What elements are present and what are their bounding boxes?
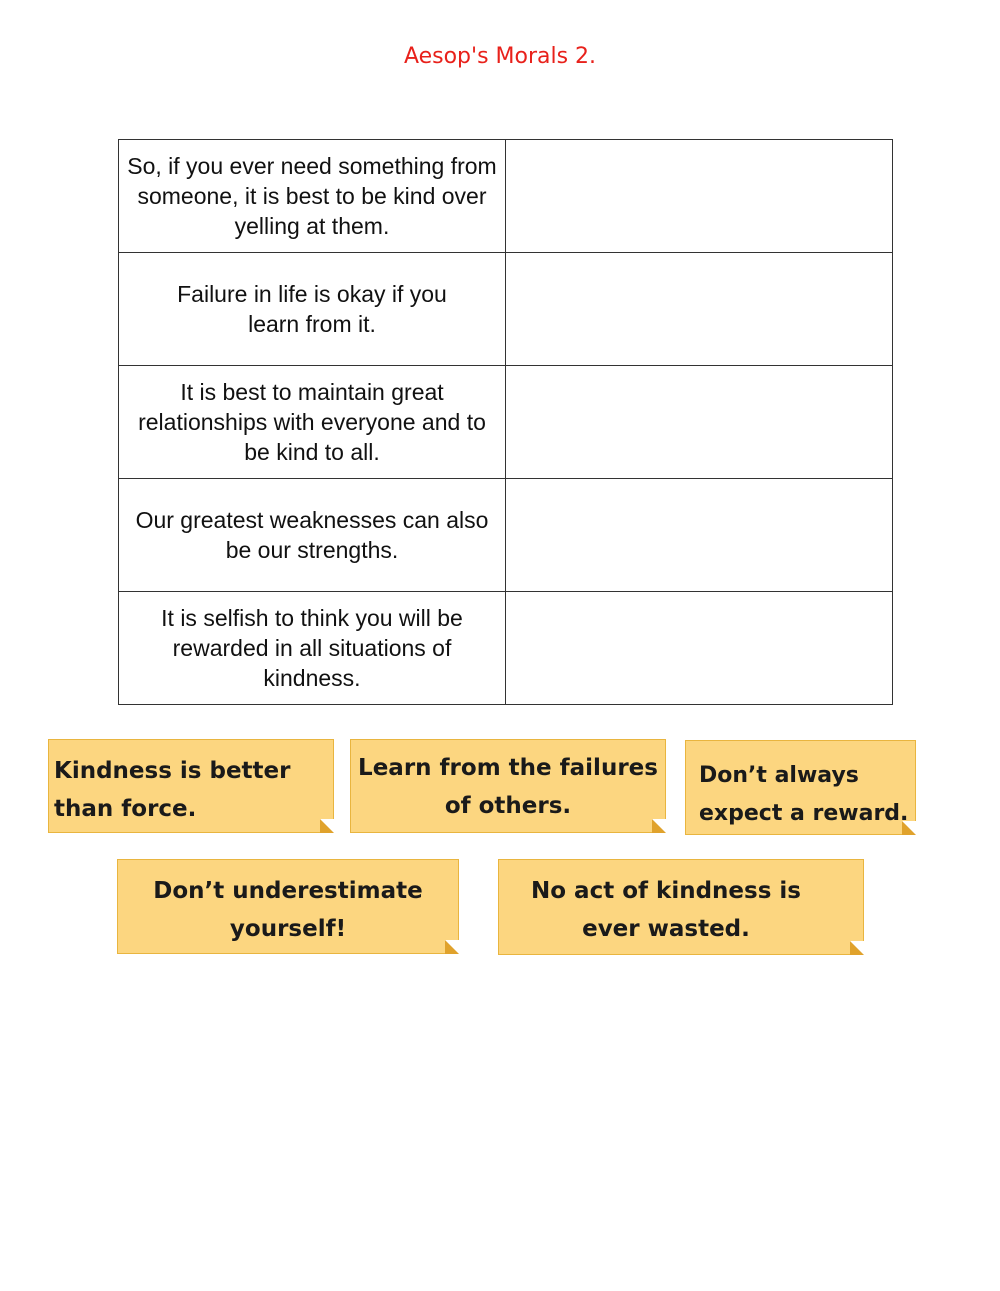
folded-corner [850,941,864,955]
moral-description: It is best to maintain great relationships with everyone and to be kind to all. [119,366,506,479]
folded-corner [902,821,916,835]
folded-corner [445,940,459,954]
answer-drop-zone[interactable] [506,479,893,592]
answer-card-dont-expect-reward[interactable] [685,740,916,835]
card-text-line: Don’t always [699,763,859,788]
card-text-line: Kindness is better [54,758,291,784]
moral-description: Our greatest weaknesses can also be our strengths. [119,479,506,592]
answer-card-dont-underestimate[interactable] [117,859,459,954]
folded-corner [652,819,666,833]
card-text-line: Learn from the failures [358,755,658,781]
answer-card-learn-failures[interactable] [350,739,666,833]
answer-drop-zone[interactable] [506,253,893,366]
answer-drop-zone[interactable] [506,592,893,705]
card-text-line: ever wasted. [582,916,750,942]
moral-description: So, if you ever need something from someone, it is best to be kind over yelling at them. [119,140,506,253]
table-row [119,366,893,479]
card-text-line: expect a reward. [699,801,909,826]
table-row [119,253,893,366]
table-row [119,592,893,705]
table-row [119,140,893,253]
table-row [119,479,893,592]
answer-card-kindness-better[interactable] [48,739,334,833]
card-text-line: yourself! [229,916,347,942]
folded-corner [320,819,334,833]
page-title: Aesop's Morals 2. [403,44,597,69]
answer-card-no-act-wasted[interactable] [498,859,864,955]
moral-description: Failure in life is okay if you learn from it. [119,253,506,366]
answer-drop-zone[interactable] [506,140,893,253]
card-text-line: Don’t underestimate [153,878,423,904]
moral-description: It is selfish to think you will be rewarded in all situations of kindness. [119,592,506,705]
card-text-line: of others. [444,793,572,819]
answer-drop-zone[interactable] [506,366,893,479]
card-text-line: than force. [54,796,197,822]
card-text-line: No act of kindness is [531,878,801,904]
morals-table [118,139,893,705]
